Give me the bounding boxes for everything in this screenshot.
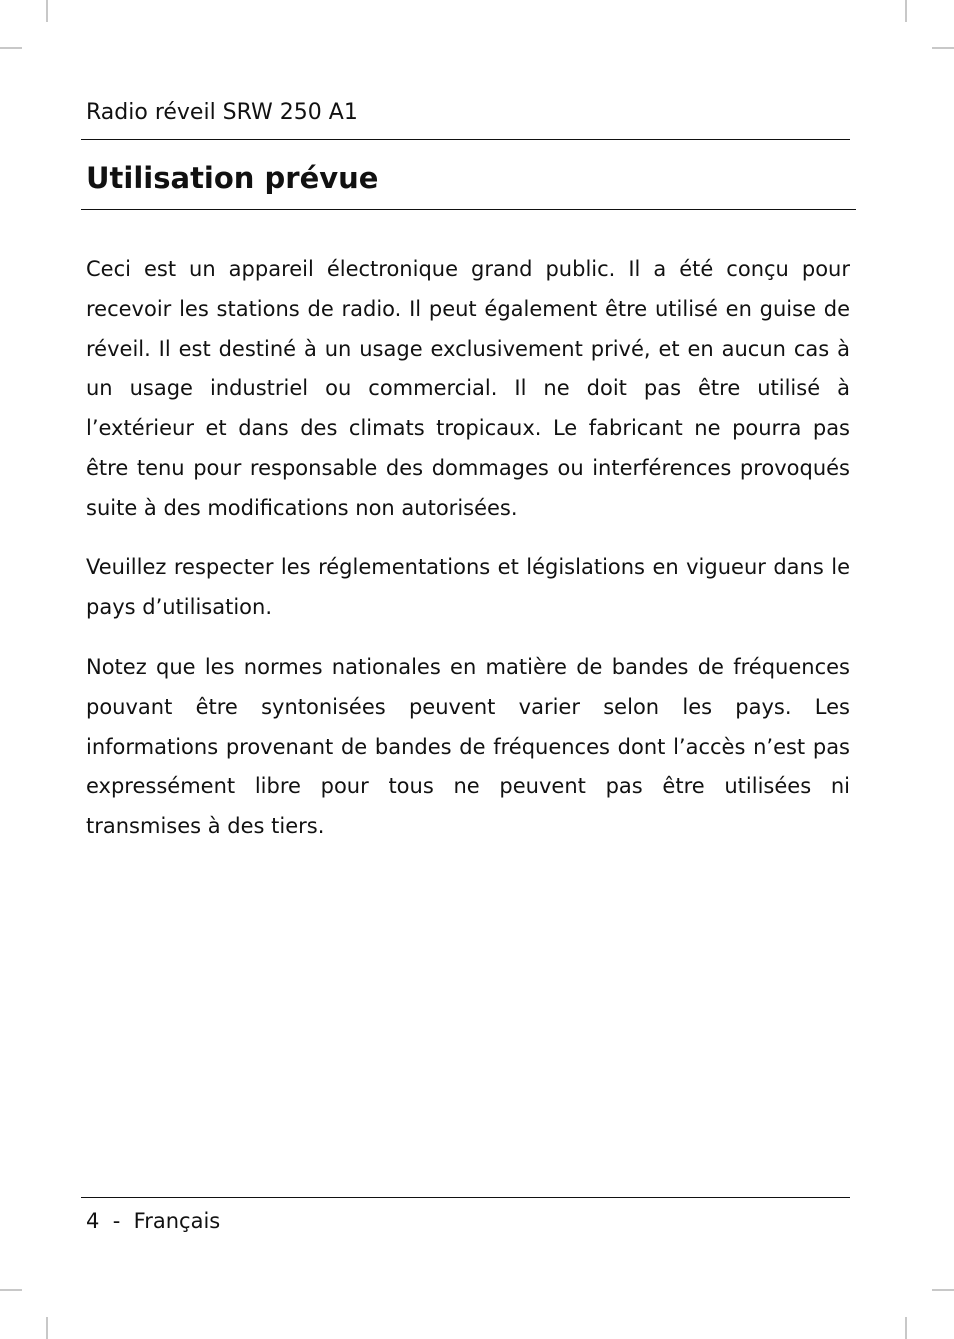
crop-mark	[932, 1289, 954, 1291]
body-paragraph: Notez que les normes nationales en matière de bandes de fréquences pouvant être syntonisées peuvent varier selon les pays. Les informations provenant de bandes de fréquences dont l’accès n’est pas expressément libre pour tous ne peuvent pas être utilisées ni transmises à des tiers.	[86, 655, 850, 839]
header-rule	[81, 139, 850, 140]
footer-rule	[81, 1197, 850, 1198]
footer-language: Français	[133, 1209, 221, 1233]
crop-mark	[0, 1289, 22, 1291]
page-number: 4	[86, 1209, 100, 1233]
page-header-title: Radio réveil SRW 250 A1	[86, 100, 358, 125]
footer-separator: -	[112, 1209, 121, 1233]
crop-mark	[905, 1317, 907, 1339]
crop-mark	[932, 47, 954, 49]
page-footer	[86, 1207, 220, 1235]
body-paragraph: Veuillez respecter les réglementations et législations en vigueur dans le pays d’utilisation.	[86, 555, 850, 619]
heading-rule	[81, 209, 856, 210]
section-heading: Utilisation prévue	[86, 161, 379, 195]
crop-mark	[905, 0, 907, 22]
crop-mark	[0, 47, 22, 49]
crop-mark	[46, 1317, 48, 1339]
crop-mark	[46, 0, 48, 22]
body-paragraph: Ceci est un appareil électronique grand public. Il a été conçu pour recevoir les stations de radio. Il peut également être utilisé en guise de réveil. Il est destiné à un usage exclusivement privé, et en aucun cas à un usage industriel ou commercial. Il ne doit pas être utilisé à l’extérieur et dans des climats tropicaux. Le fabricant ne pourra pas être tenu pour responsable des dommages ou interférences provoqués suite à des modifications non autorisées.	[86, 257, 850, 520]
